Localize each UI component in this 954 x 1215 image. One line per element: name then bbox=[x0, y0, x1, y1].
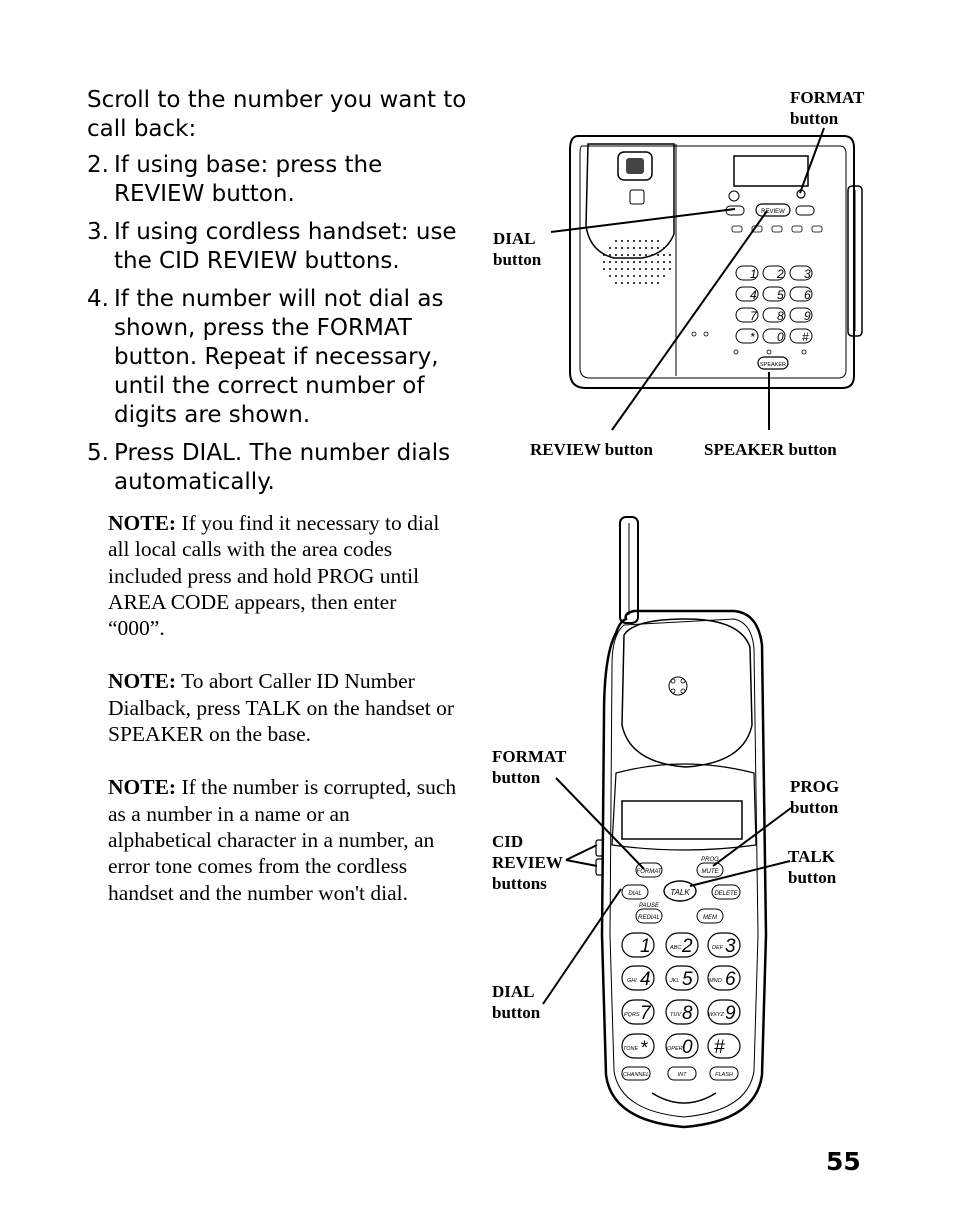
step-number: 3. bbox=[87, 219, 109, 245]
base-key-4: 4 bbox=[750, 288, 757, 302]
handset-key-4: 4 bbox=[640, 969, 651, 990]
step-number: 2. bbox=[87, 152, 109, 178]
callout-line: button bbox=[493, 250, 542, 269]
base-key-5: 5 bbox=[777, 288, 784, 302]
note-text: If you find it necessary to dial all local calls with the area codes included press and hold PROG until AREA CODE appears, then enter “000”. bbox=[108, 511, 440, 641]
callout-line: FORMAT bbox=[492, 747, 567, 766]
steps-intro: Scroll to the number you want to call back: bbox=[87, 87, 467, 142]
handset-key-hash: # bbox=[714, 1037, 725, 1058]
callout-line: button bbox=[492, 768, 541, 787]
step-text: If using cordless handset: use the CID REVIEW buttons. bbox=[114, 219, 457, 274]
callout-base-format bbox=[790, 87, 864, 129]
handset-key-8: 8 bbox=[682, 1003, 693, 1024]
base-key-7: 7 bbox=[750, 309, 757, 323]
channel-label: CHANNEL bbox=[622, 1072, 650, 1078]
callout-line: FORMAT bbox=[790, 88, 865, 107]
key-letters: DEF bbox=[712, 945, 723, 951]
key-letters: TONE bbox=[623, 1046, 639, 1052]
callout-line: CID bbox=[492, 832, 524, 851]
key-letters: ABC bbox=[670, 945, 682, 951]
note-text: If the number is corrupted, such as a number in a name or an alphabetical character in a number, an error tone comes from the cordless handset and the number won't dial. bbox=[108, 775, 457, 905]
callout-line: REVIEW bbox=[492, 853, 563, 872]
callout-line: PROG bbox=[790, 777, 840, 796]
note-label: NOTE: bbox=[108, 511, 177, 535]
base-key-1: 1 bbox=[750, 267, 757, 281]
handset-key-2: 2 bbox=[682, 936, 693, 957]
callout-line: button bbox=[790, 109, 839, 128]
step-number: 5. bbox=[87, 440, 109, 466]
flash-label: FLASH bbox=[715, 1072, 733, 1078]
callout-line: buttons bbox=[492, 874, 547, 893]
callout-handset-talk bbox=[788, 846, 836, 888]
redial-label: REDIAL bbox=[638, 915, 660, 921]
note-label: NOTE: bbox=[108, 669, 177, 694]
pause-label: PAUSE bbox=[639, 903, 659, 909]
handset-key-3: 3 bbox=[725, 936, 736, 957]
key-letters: MNO bbox=[709, 978, 722, 984]
note-text: To abort Caller ID Number Dialback, press TALK on the handset or SPEAKER on the base. bbox=[108, 669, 454, 747]
step-text: Press DIAL. The number dials automatically. bbox=[114, 440, 451, 495]
key-letters: GHI bbox=[627, 978, 637, 984]
int-label: INT bbox=[677, 1072, 687, 1078]
mute-label: MUTE bbox=[701, 869, 719, 875]
base-key-hash: # bbox=[802, 330, 809, 344]
callout-handset-dial bbox=[492, 981, 540, 1023]
base-key-8: 8 bbox=[777, 309, 784, 323]
page-number: 55 bbox=[826, 1147, 861, 1176]
key-letters: OPER bbox=[667, 1046, 683, 1052]
key-letters: JKL bbox=[670, 978, 680, 984]
callout-line: DIAL bbox=[493, 229, 536, 248]
handset-key-9: 9 bbox=[725, 1003, 736, 1024]
step-text: If the number will not dial as shown, press the FORMAT button. Repeat if necessary, until the correct number of digits are shown. bbox=[114, 286, 444, 428]
note-label: NOTE: bbox=[108, 775, 177, 800]
step-number: 4. bbox=[87, 286, 109, 312]
callout-line: TALK bbox=[788, 847, 835, 866]
handset-key-5: 5 bbox=[682, 969, 693, 990]
base-key-2: 2 bbox=[777, 267, 784, 281]
base-callout-lines bbox=[0, 0, 954, 470]
handset-key-7: 7 bbox=[640, 1003, 651, 1024]
callout-handset-format bbox=[492, 746, 566, 788]
base-key-0: 0 bbox=[777, 330, 784, 344]
base-speaker-label: SPEAKER bbox=[760, 362, 786, 368]
dial-label: DIAL bbox=[628, 891, 642, 897]
handset-callout-lines bbox=[0, 470, 954, 1030]
key-letters: TUV bbox=[670, 1012, 681, 1018]
callout-handset-prog bbox=[790, 776, 839, 818]
format-label: FORMAT bbox=[636, 869, 662, 875]
talk-label: TALK bbox=[670, 888, 690, 897]
handset-key-0: 0 bbox=[682, 1037, 693, 1058]
base-key-6: 6 bbox=[804, 288, 811, 302]
key-letters: PQRS bbox=[624, 1012, 640, 1018]
handset-key-1: 1 bbox=[640, 936, 651, 957]
step-text: If using base: press the REVIEW button. bbox=[114, 152, 383, 207]
base-review-label: REVIEW bbox=[761, 209, 785, 215]
callout-base-speaker: SPEAKER button bbox=[704, 440, 837, 459]
callout-line: button bbox=[788, 868, 837, 887]
callout-line: button bbox=[790, 798, 839, 817]
callout-line: DIAL bbox=[492, 982, 535, 1001]
key-letters: WXYZ bbox=[708, 1012, 724, 1018]
mem-label: MEM bbox=[703, 915, 717, 921]
base-key-9: 9 bbox=[804, 309, 811, 323]
handset-key-star: * bbox=[640, 1038, 648, 1059]
callout-line: button bbox=[492, 1003, 541, 1022]
callout-base-review: REVIEW button bbox=[530, 440, 653, 459]
prog-label: PROG bbox=[701, 857, 719, 863]
callout-base-dial bbox=[493, 228, 541, 270]
delete-label: DELETE bbox=[714, 891, 738, 897]
handset-key-6: 6 bbox=[725, 969, 736, 990]
callout-handset-cid-review bbox=[492, 831, 563, 894]
base-key-star: * bbox=[750, 330, 755, 344]
base-key-3: 3 bbox=[804, 267, 811, 281]
